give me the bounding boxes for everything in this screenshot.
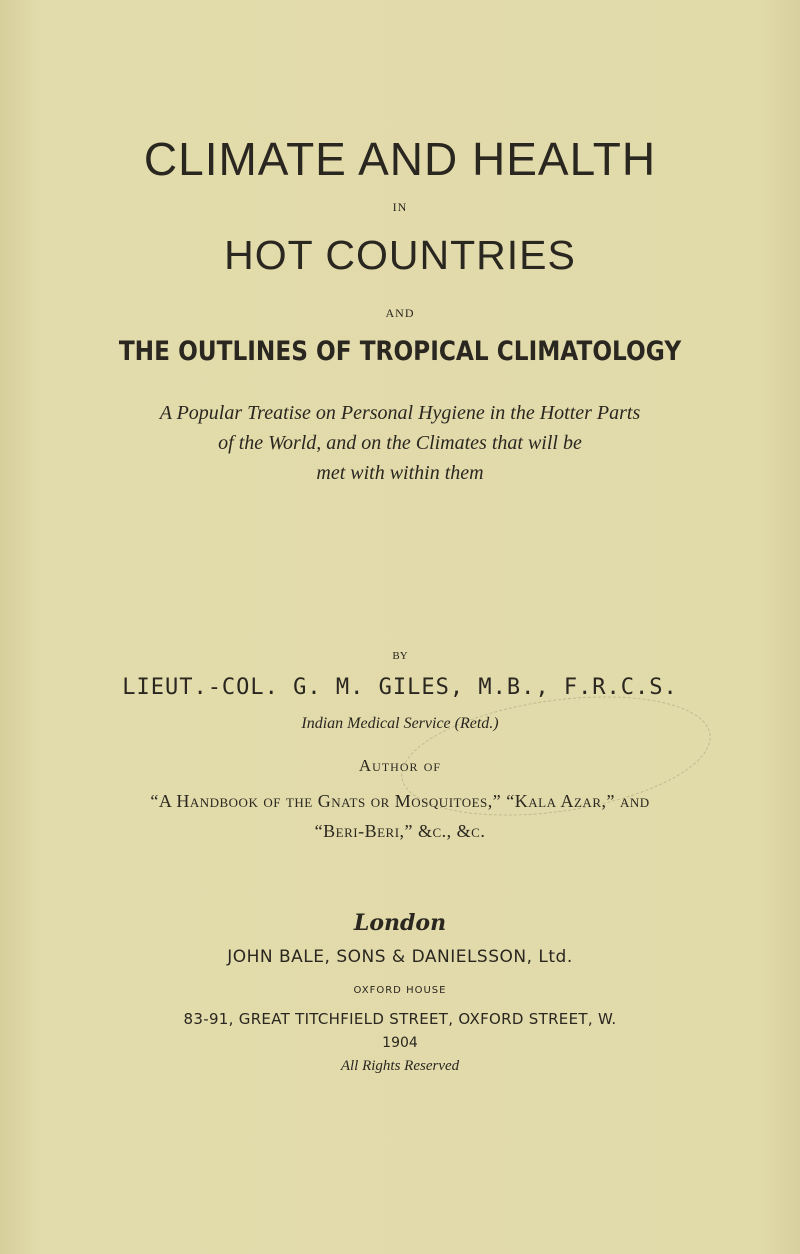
imprint-publisher: JOHN BALE, SONS & DANIELSSON, Ltd. [227, 947, 573, 967]
imprint-address: 83-91, GREAT TITCHFIELD STREET, OXFORD STREET, W. [183, 1010, 617, 1028]
main-title-line3: THE OUTLINES OF TROPICAL CLIMATOLOGY [118, 336, 682, 367]
main-title-line2: HOT COUNTRIES [224, 232, 576, 278]
by-label: BY [392, 650, 408, 662]
author-of-label: Author of [358, 756, 442, 775]
title-connector-and: AND [385, 306, 415, 320]
main-title-line1: CLIMATE AND HEALTH [143, 133, 657, 185]
imprint-city: London [353, 910, 447, 936]
imprint-house: OXFORD HOUSE [353, 985, 447, 996]
author-service: Indian Medical Service (Retd.) [301, 715, 499, 732]
author-works-line1: “A Handbook of the Gnats or Mosquitoes,” “Kala Azar,” and [150, 791, 650, 811]
imprint-year: 1904 [382, 1035, 418, 1051]
title-connector-in: IN [392, 200, 408, 214]
subtitle [0, 398, 800, 488]
author-works-line2: “Beri-Beri,” &c., &c. [314, 821, 486, 841]
subtitle-line3: met with within them [316, 462, 484, 484]
author-works [0, 786, 800, 846]
imprint-rights: All Rights Reserved [340, 1058, 460, 1074]
subtitle-line2: of the World, and on the Climates that will be [218, 432, 582, 454]
author-name: LIEUT.-COL. G. M. GILES, M.B., F.R.C.S. [122, 675, 678, 700]
subtitle-line1: A Popular Treatise on Personal Hygiene in the Hotter Parts [159, 402, 641, 424]
